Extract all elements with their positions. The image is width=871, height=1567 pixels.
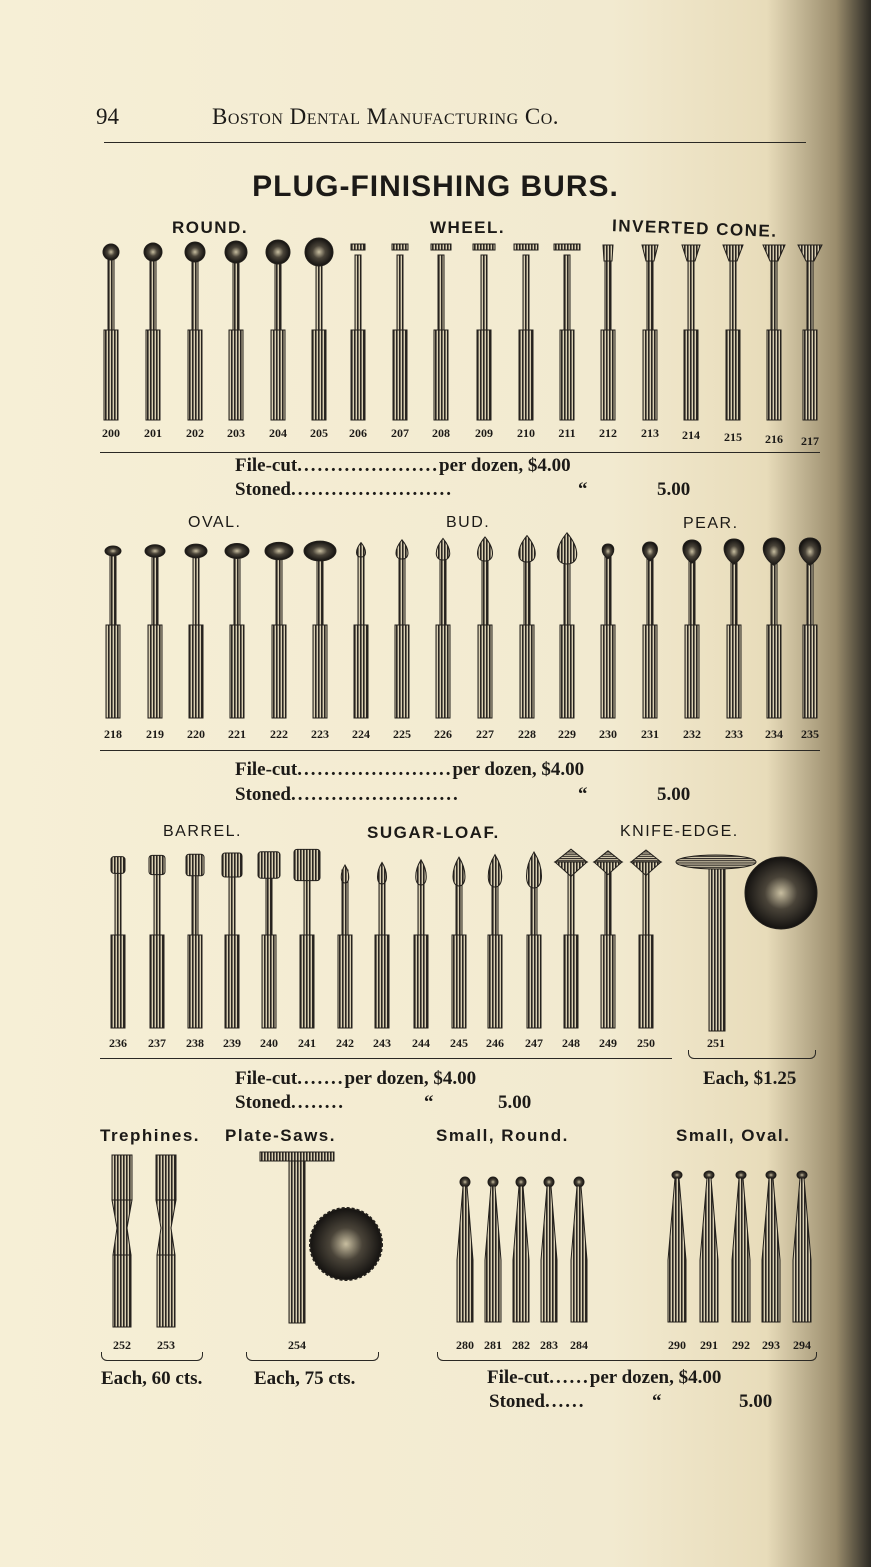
page-title: PLUG-FINISHING BURS. <box>252 170 619 203</box>
bur-231-shank <box>643 625 657 718</box>
bur-number-241: 241 <box>298 1036 316 1050</box>
bur-293-shank <box>762 1178 780 1322</box>
bur-number-231: 231 <box>641 727 659 741</box>
bur-210-shank <box>519 330 533 420</box>
bur-235-shank <box>803 625 817 718</box>
bur-number-226: 226 <box>434 727 452 741</box>
brace-row-2 <box>100 750 820 751</box>
bur-224-head <box>357 543 366 557</box>
bur-number-209: 209 <box>475 426 493 440</box>
bur-208-neck <box>438 255 444 330</box>
bur-211-head <box>554 244 580 250</box>
bur-223-shank <box>313 625 327 718</box>
bur-number-237: 237 <box>148 1036 166 1050</box>
label-small-oval: Small, Oval. <box>676 1126 791 1145</box>
bur-222-head <box>265 542 293 559</box>
bur-242-head <box>341 865 349 883</box>
bur-214-shank <box>684 330 698 420</box>
bur-215-head <box>723 245 743 261</box>
bur-233-shank <box>727 625 741 718</box>
bur-number-251: 251 <box>707 1036 725 1050</box>
bur-number-204: 204 <box>269 426 287 440</box>
label-inverted-cone: INVERTED CONE. <box>611 216 778 241</box>
bur-204-head <box>266 240 290 264</box>
bur-213-shank <box>643 330 657 420</box>
bur-216-shank <box>767 330 781 420</box>
bur-230-neck <box>605 555 611 625</box>
bur-225-shank <box>395 625 409 718</box>
file-cut-label: File-cut <box>235 759 298 780</box>
bur-284-shank <box>571 1186 587 1322</box>
label-small-round: Small, Round. <box>436 1126 569 1145</box>
bur-number-227: 227 <box>476 727 494 741</box>
bur-250-head-lower <box>631 862 661 876</box>
bur-203-head <box>225 241 247 263</box>
bur-number-239: 239 <box>223 1036 241 1050</box>
bur-236-head <box>111 857 125 874</box>
bur-290-shank <box>668 1178 686 1322</box>
bur-214-neck <box>688 255 694 330</box>
bur-number-247: 247 <box>525 1036 543 1050</box>
brace-row-3 <box>100 1058 672 1059</box>
bur-280-shank <box>457 1186 473 1322</box>
bur-223-head <box>304 541 336 561</box>
stoned-label: Stoned <box>489 1391 545 1412</box>
bur-251-disc-edge <box>676 855 756 869</box>
bur-248-head-lower <box>555 862 587 876</box>
bur-249-shank <box>601 935 615 1028</box>
bur-237-shank <box>150 935 164 1028</box>
bur-253-head <box>156 1155 176 1200</box>
bur-202-shank <box>188 330 202 420</box>
bur-number-215: 215 <box>724 430 742 444</box>
bur-number-219: 219 <box>146 727 164 741</box>
bur-number-224: 224 <box>352 727 370 741</box>
page-number: 94 <box>96 104 119 129</box>
bur-205-shank <box>312 330 326 420</box>
bur-212-neck <box>605 255 611 330</box>
bur-number-280: 280 <box>456 1338 474 1352</box>
price-stoned-row-4: Stoned...... <box>489 1391 586 1412</box>
bur-207-neck <box>397 255 403 330</box>
bur-number-238: 238 <box>186 1036 204 1050</box>
bur-219-head <box>145 545 165 557</box>
bur-229-shank <box>560 625 574 718</box>
bur-number-290: 290 <box>668 1338 686 1352</box>
bur-247-shank <box>527 935 541 1028</box>
bur-239-head <box>222 853 242 877</box>
bur-225-neck <box>399 555 405 625</box>
label-oval: OVAL. <box>188 514 242 531</box>
bur-213-head <box>642 245 658 261</box>
each-251: Each, $1.25 <box>703 1068 797 1089</box>
bur-number-235: 235 <box>801 727 819 741</box>
bur-215-shank <box>726 330 740 420</box>
label-sugar-loaf: SUGAR-LOAF. <box>367 823 500 842</box>
bur-249-head <box>594 851 622 862</box>
bur-215-neck <box>730 255 736 330</box>
stoned-price-row-4: 5.00 <box>739 1391 773 1412</box>
bur-number-283: 283 <box>540 1338 558 1352</box>
bur-205-head <box>305 238 333 266</box>
bur-239-shank <box>225 935 239 1028</box>
bur-212-shank <box>601 330 615 420</box>
file-cut-price: $4.00 <box>433 1068 477 1089</box>
bur-206-head <box>351 244 365 250</box>
bur-229-head <box>557 533 577 564</box>
bur-220-neck <box>193 555 199 625</box>
bur-226-neck <box>440 555 446 625</box>
bur-number-253: 253 <box>157 1338 175 1352</box>
bur-204-neck <box>275 255 281 330</box>
bur-248-neck <box>568 870 574 935</box>
bur-206-neck <box>355 255 361 330</box>
bur-201-shank <box>146 330 160 420</box>
file-cut-price: $4.00 <box>527 455 571 476</box>
bur-208-head <box>431 244 451 250</box>
label-round: ROUND. <box>172 218 249 237</box>
bur-238-neck <box>192 870 198 935</box>
bur-200-head <box>103 244 119 260</box>
bur-233-neck <box>731 555 737 625</box>
bur-219-shank <box>148 625 162 718</box>
per-dozen-label: per dozen, <box>452 759 537 780</box>
bur-216-neck <box>771 255 777 330</box>
bur-number-205: 205 <box>310 426 328 440</box>
bur-226-head <box>436 538 450 560</box>
bur-292-shank <box>732 1178 750 1322</box>
bur-number-206: 206 <box>349 426 367 440</box>
label-bud: BUD. <box>446 514 491 531</box>
bur-number-223: 223 <box>311 727 329 741</box>
bur-number-284: 284 <box>570 1338 588 1352</box>
bur-number-232: 232 <box>683 727 701 741</box>
bur-212-head <box>603 245 613 261</box>
bur-240-shank <box>262 935 276 1028</box>
bur-number-243: 243 <box>373 1036 391 1050</box>
bur-220-shank <box>189 625 203 718</box>
bur-number-225: 225 <box>393 727 411 741</box>
bur-number-220: 220 <box>187 727 205 741</box>
bur-238-shank <box>188 935 202 1028</box>
bur-number-245: 245 <box>450 1036 468 1050</box>
bur-204-shank <box>271 330 285 420</box>
brace-trephines <box>101 1352 203 1361</box>
bur-number-210: 210 <box>517 426 535 440</box>
bur-245-shank <box>452 935 466 1028</box>
running-head: Boston Dental Manufacturing Co. <box>212 104 560 129</box>
stoned-price-row-3: 5.00 <box>498 1092 532 1113</box>
bur-number-242: 242 <box>336 1036 354 1050</box>
bur-number-218: 218 <box>104 727 122 741</box>
bur-222-shank <box>272 625 286 718</box>
bur-217-head <box>798 245 822 261</box>
bur-245-head <box>453 857 465 886</box>
bur-240-head <box>258 852 280 878</box>
bur-237-neck <box>154 870 160 935</box>
bur-249-head-lower <box>594 862 622 875</box>
brace-row-1 <box>100 452 820 453</box>
bur-number-292: 292 <box>732 1338 750 1352</box>
bur-248-head <box>555 849 587 862</box>
bur-254-shank <box>289 1161 305 1323</box>
bur-number-217: 217 <box>801 434 819 448</box>
bur-201-head <box>144 243 162 261</box>
bur-234-head <box>763 538 784 565</box>
price-file-cut-row-3: File-cut.......per dozen, $4.00 <box>235 1068 477 1089</box>
bur-number-229: 229 <box>558 727 576 741</box>
bur-230-shank <box>601 625 615 718</box>
bur-247-head <box>527 852 542 888</box>
brace-saw <box>246 1352 379 1361</box>
stoned-price-row-2: 5.00 <box>657 784 691 805</box>
bur-232-neck <box>689 555 695 625</box>
bur-221-neck <box>234 555 240 625</box>
ditto-row-4: “ <box>652 1391 662 1412</box>
bur-224-shank <box>354 625 368 718</box>
bur-211-neck <box>564 255 570 330</box>
each-saw: Each, 75 cts. <box>254 1368 356 1389</box>
label-plate-saws: Plate-Saws. <box>225 1126 336 1145</box>
label-pear: PEAR. <box>683 515 739 532</box>
label-knife-edge: KNIFE-EDGE. <box>620 823 739 840</box>
bur-213-neck <box>647 255 653 330</box>
bur-244-shank <box>414 935 428 1028</box>
bur-232-shank <box>685 625 699 718</box>
bur-239-neck <box>229 870 235 935</box>
bur-218-head <box>105 546 121 556</box>
bur-243-shank <box>375 935 389 1028</box>
bur-number-248: 248 <box>562 1036 580 1050</box>
file-cut-label: File-cut <box>235 455 298 476</box>
bur-209-neck <box>481 255 487 330</box>
bur-228-head <box>519 536 536 562</box>
bur-number-211: 211 <box>558 426 576 440</box>
bur-209-head <box>473 244 495 250</box>
bur-227-shank <box>478 625 492 718</box>
bur-244-head <box>416 860 427 885</box>
bur-number-234: 234 <box>765 727 783 741</box>
bur-number-214: 214 <box>682 428 700 442</box>
bur-243-head <box>378 862 387 884</box>
price-file-cut-row-1: File-cut.....................per dozen, $4.00 <box>235 455 571 476</box>
per-dozen-label: per dozen, <box>589 1367 674 1388</box>
ditto-row-1: “ <box>578 479 588 500</box>
bur-225-head <box>396 540 408 559</box>
bur-252-head <box>112 1155 132 1200</box>
bur-254-saw-face <box>310 1208 382 1280</box>
bur-228-shank <box>520 625 534 718</box>
bur-217-neck <box>807 255 813 330</box>
per-dozen-label: per dozen, <box>439 455 524 476</box>
brace-251 <box>688 1050 816 1059</box>
brace-small <box>437 1352 817 1361</box>
bur-223-neck <box>317 555 323 625</box>
bur-number-293: 293 <box>762 1338 780 1352</box>
bur-200-shank <box>104 330 118 420</box>
bur-236-neck <box>115 870 121 935</box>
bur-number-222: 222 <box>270 727 288 741</box>
price-stoned-row-3: Stoned........ <box>235 1092 345 1113</box>
bur-number-212: 212 <box>599 426 617 440</box>
bur-218-shank <box>106 625 120 718</box>
bur-number-246: 246 <box>486 1036 504 1050</box>
bur-number-244: 244 <box>412 1036 430 1050</box>
ditto-row-3: “ <box>424 1092 434 1113</box>
bur-251-shank <box>709 866 725 1031</box>
each-trephines: Each, 60 cts. <box>101 1368 203 1389</box>
bur-222-neck <box>276 555 282 625</box>
bur-229-neck <box>564 555 570 625</box>
bur-294-shank <box>793 1178 811 1322</box>
file-cut-price: $4.00 <box>541 759 585 780</box>
bur-231-neck <box>647 555 653 625</box>
bur-209-shank <box>477 330 491 420</box>
bur-number-236: 236 <box>109 1036 127 1050</box>
bur-249-neck <box>605 870 611 935</box>
bur-231-head <box>643 542 658 561</box>
bur-221-shank <box>230 625 244 718</box>
bur-241-head <box>294 849 320 880</box>
stoned-label: Stoned <box>235 1092 291 1113</box>
bur-number-207: 207 <box>391 426 409 440</box>
bur-291-shank <box>700 1178 718 1322</box>
file-cut-label: File-cut <box>487 1367 550 1388</box>
per-dozen-label: per dozen, <box>344 1068 429 1089</box>
bur-227-head <box>478 537 493 561</box>
label-wheel: WHEEL. <box>430 218 506 237</box>
label-trephines: Trephines. <box>100 1126 201 1145</box>
bur-246-head <box>488 855 502 887</box>
bur-number-216: 216 <box>765 432 783 446</box>
bur-216-head <box>763 245 785 261</box>
bur-number-203: 203 <box>227 426 245 440</box>
bur-208-shank <box>434 330 448 420</box>
bur-246-shank <box>488 935 502 1028</box>
bur-number-230: 230 <box>599 727 617 741</box>
bur-number-202: 202 <box>186 426 204 440</box>
bur-234-shank <box>767 625 781 718</box>
bur-number-250: 250 <box>637 1036 655 1050</box>
price-stoned-row-2: Stoned......................... <box>235 784 460 805</box>
bur-number-233: 233 <box>725 727 743 741</box>
bur-number-201: 201 <box>144 426 162 440</box>
bur-238-head <box>186 854 204 876</box>
bur-207-head <box>392 244 408 250</box>
bur-211-shank <box>560 330 574 420</box>
price-file-cut-row-4: File-cut......per dozen, $4.00 <box>487 1367 722 1388</box>
bur-207-shank <box>393 330 407 420</box>
bur-218-neck <box>110 555 116 625</box>
bur-number-249: 249 <box>599 1036 617 1050</box>
bur-number-240: 240 <box>260 1036 278 1050</box>
bur-250-head <box>631 850 661 862</box>
bur-number-221: 221 <box>228 727 246 741</box>
bur-206-shank <box>351 330 365 420</box>
bur-237-head <box>149 855 165 874</box>
bur-number-291: 291 <box>700 1338 718 1352</box>
file-cut-label: File-cut <box>235 1068 298 1089</box>
bur-242-shank <box>338 935 352 1028</box>
bur-252-neck <box>112 1200 132 1255</box>
bur-250-shank <box>639 935 653 1028</box>
bur-number-208: 208 <box>432 426 450 440</box>
stoned-label: Stoned <box>235 784 291 805</box>
bur-201-neck <box>150 255 156 330</box>
bur-252-shank <box>113 1255 131 1327</box>
bur-203-shank <box>229 330 243 420</box>
bur-251-disc-face <box>745 857 817 929</box>
bur-232-head <box>683 540 701 563</box>
bur-210-head <box>514 244 538 250</box>
bur-230-head <box>602 544 614 559</box>
price-stoned-row-1: Stoned........................ <box>235 479 453 500</box>
bur-203-neck <box>233 255 239 330</box>
bur-248-shank <box>564 935 578 1028</box>
bur-235-head <box>799 538 820 565</box>
bur-number-294: 294 <box>793 1338 811 1352</box>
bur-227-neck <box>482 555 488 625</box>
bur-214-head <box>682 245 700 261</box>
label-barrel: BARREL. <box>163 823 242 840</box>
bur-number-281: 281 <box>484 1338 502 1352</box>
stoned-price-row-1: 5.00 <box>657 479 691 500</box>
bur-253-shank <box>157 1255 175 1327</box>
price-file-cut-row-2: File-cut.......................per dozen, $4.00 <box>235 759 585 780</box>
bur-202-neck <box>192 255 198 330</box>
bur-224-neck <box>358 555 364 625</box>
bur-241-shank <box>300 935 314 1028</box>
bur-number-213: 213 <box>641 426 659 440</box>
bur-220-head <box>185 544 207 558</box>
bur-number-252: 252 <box>113 1338 131 1352</box>
stoned-label: Stoned <box>235 479 291 500</box>
bur-number-254: 254 <box>288 1338 306 1352</box>
bur-219-neck <box>152 555 158 625</box>
file-cut-price: $4.00 <box>678 1367 722 1388</box>
bur-228-neck <box>524 555 530 625</box>
bur-200-neck <box>108 255 114 330</box>
bur-233-head <box>724 539 744 564</box>
bur-number-200: 200 <box>102 426 120 440</box>
bur-281-shank <box>485 1186 501 1322</box>
bur-226-shank <box>436 625 450 718</box>
bur-240-neck <box>266 870 272 935</box>
bur-202-head <box>185 242 205 262</box>
bur-210-neck <box>523 255 529 330</box>
bur-number-228: 228 <box>518 727 536 741</box>
bur-254-head <box>260 1152 334 1161</box>
ditto-row-2: “ <box>578 784 588 805</box>
bur-253-neck <box>156 1200 176 1255</box>
bur-283-shank <box>541 1186 557 1322</box>
bur-282-shank <box>513 1186 529 1322</box>
bur-250-neck <box>643 870 649 935</box>
bur-number-282: 282 <box>512 1338 530 1352</box>
bur-221-head <box>225 544 249 559</box>
bur-236-shank <box>111 935 125 1028</box>
bur-217-shank <box>803 330 817 420</box>
